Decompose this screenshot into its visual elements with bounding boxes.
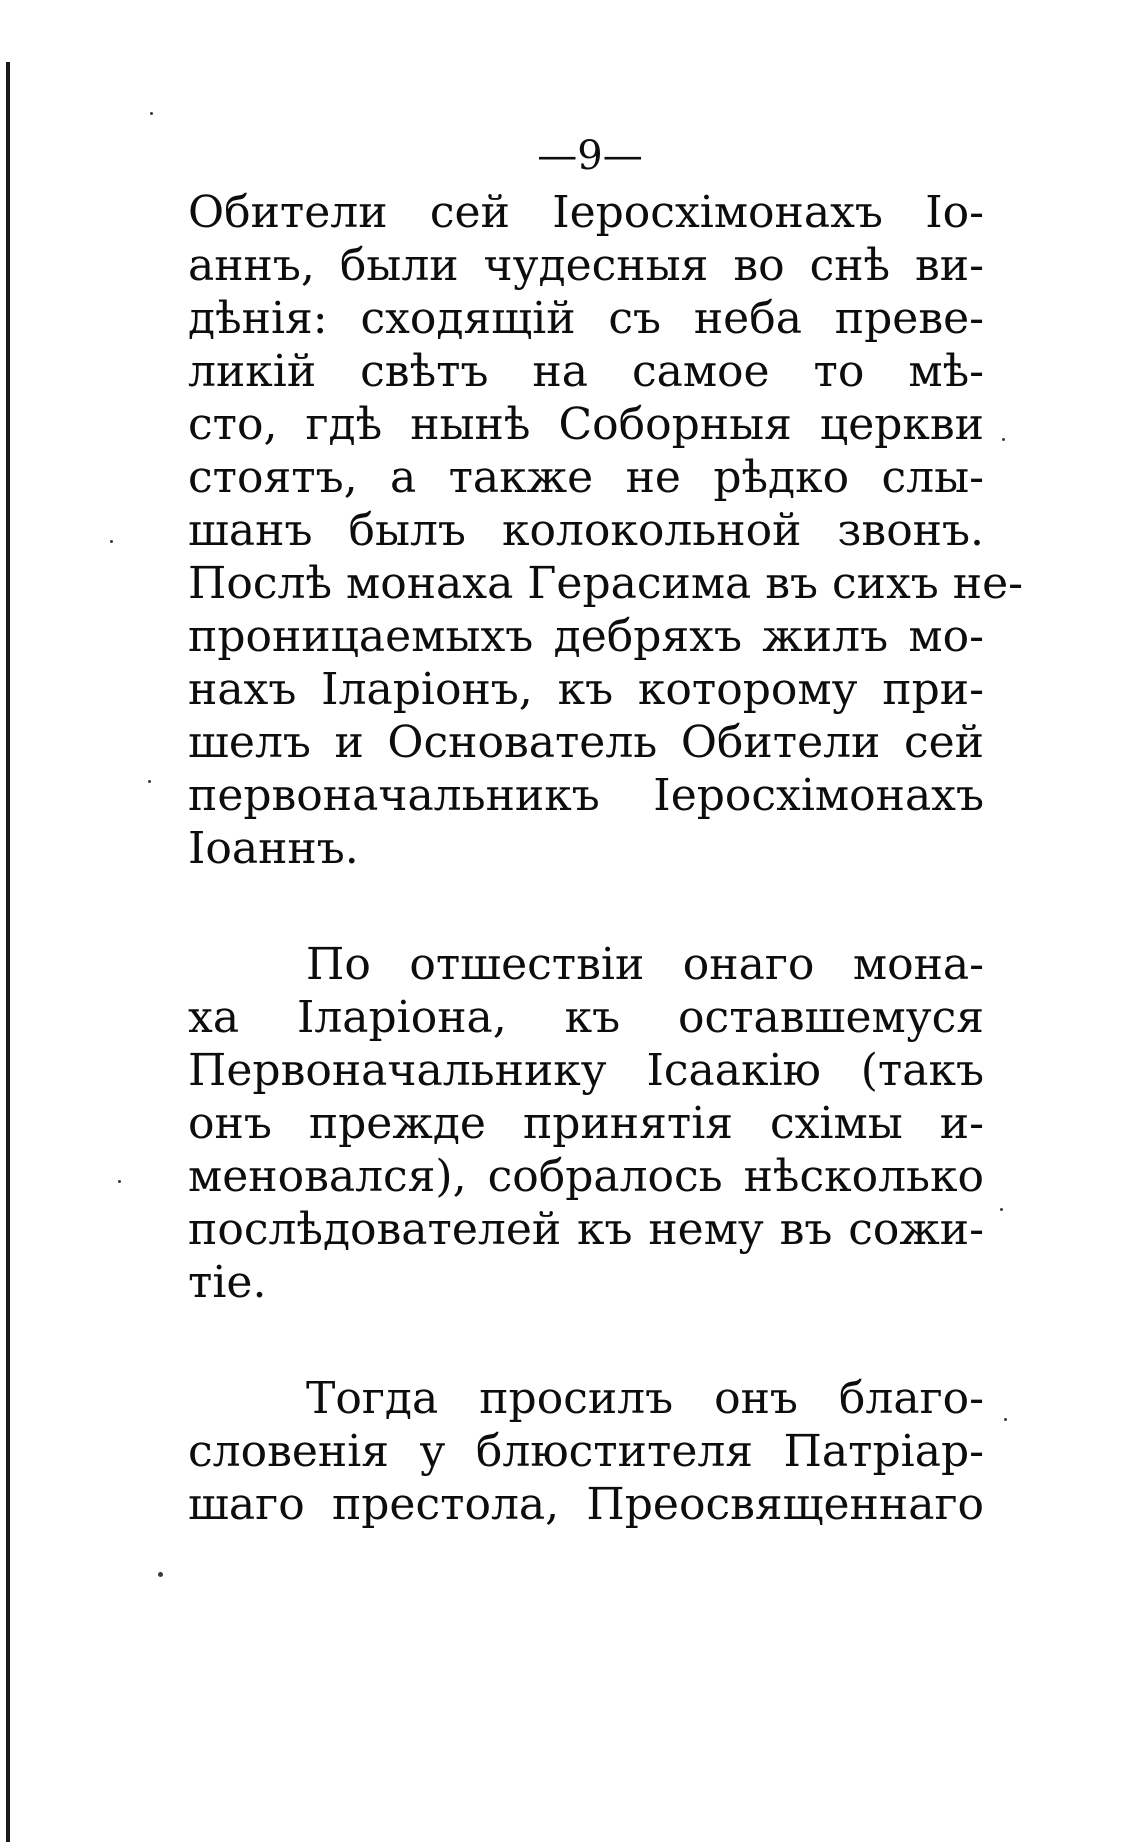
binding-edge — [6, 62, 10, 1842]
print-speck — [1000, 1208, 1003, 1211]
print-speck — [118, 1180, 121, 1183]
text-line: дѣнія: сходящій съ неба преве- — [188, 293, 984, 344]
print-speck — [148, 780, 151, 783]
text-line: меновался), собралось нѣсколько — [188, 1151, 984, 1202]
text-line: первоначальникъ Іеросхімонахъ — [188, 770, 984, 821]
text-line: Первоначальнику Ісаакію (такъ — [188, 1045, 984, 1096]
print-speck — [158, 1572, 163, 1577]
text-line: сто, гдѣ нынѣ Соборныя церкви — [188, 399, 984, 450]
print-speck — [1004, 1418, 1007, 1421]
text-line: ха Іларіона, къ оставшемуся — [188, 992, 984, 1043]
print-speck — [1002, 438, 1005, 441]
print-speck — [150, 112, 153, 115]
paragraph-1 — [188, 186, 1024, 875]
text-line: стоятъ, а также не рѣдко слы- — [188, 452, 984, 503]
text-line: нахъ Іларіонъ, къ которому при- — [188, 664, 984, 715]
print-speck — [110, 540, 113, 543]
text-line: онъ прежде принятія схімы и- — [188, 1098, 984, 1149]
paragraph-2 — [188, 938, 984, 1309]
text-line-indented: Тогда просилъ онъ благо- — [306, 1373, 984, 1424]
text-line: шелъ и Основатель Обители сей — [188, 717, 984, 768]
text-line: послѣдователей къ нему въ сожи- — [188, 1204, 984, 1255]
text-line: проницаемыхъ дебряхъ жилъ мо- — [188, 611, 984, 662]
text-line: шаго престола, Преосвященнаго — [188, 1479, 984, 1530]
text-line: ликій свѣтъ на самое то мѣ- — [188, 346, 984, 397]
text-line: словенія у блюстителя Патріар- — [188, 1426, 984, 1477]
page-number: —9— — [537, 133, 643, 179]
text-line: Послѣ монаха Герасима въ сихъ не- — [188, 558, 1024, 609]
paragraph-3 — [188, 1372, 984, 1531]
text-line: шанъ былъ колокольной звонъ. — [188, 505, 984, 556]
text-line-indented: По отшествіи онаго мона- — [306, 939, 984, 990]
text-line: Обители сей Іеросхімонахъ Іо- — [188, 187, 984, 238]
text-line: тіе. — [188, 1257, 267, 1308]
text-line: Іоаннъ. — [188, 823, 359, 874]
text-line: аннъ, были чудесныя во снѣ ви- — [188, 240, 984, 291]
